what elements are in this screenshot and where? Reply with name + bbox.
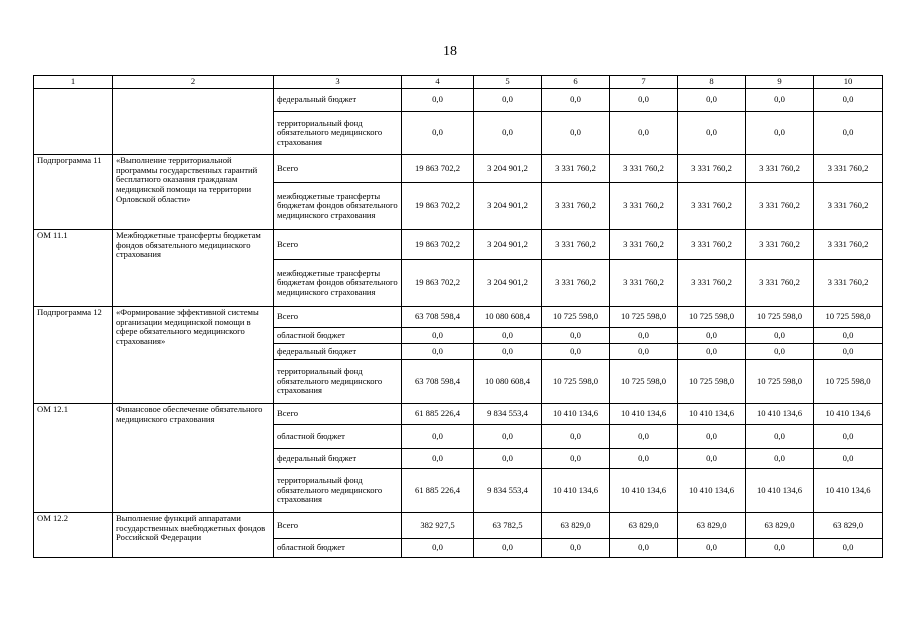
amount-cell: 10 725 598,0 — [678, 307, 746, 328]
program-code: Подпрограмма 11 — [34, 155, 113, 230]
amount-cell: 3 204 901,2 — [474, 230, 542, 260]
amount-cell: 0,0 — [746, 112, 814, 155]
amount-cell: 63 829,0 — [678, 513, 746, 539]
program-code — [34, 89, 113, 155]
amount-cell: 0,0 — [610, 112, 678, 155]
amount-cell: 0,0 — [610, 328, 678, 344]
amount-cell: 3 331 760,2 — [610, 260, 678, 307]
program-description: Межбюджетные трансферты бюджетам фондов обязательного медицинского страхования — [113, 230, 274, 307]
amount-cell: 0,0 — [402, 539, 474, 558]
amount-cell: 0,0 — [610, 89, 678, 112]
amount-cell: 3 331 760,2 — [746, 155, 814, 183]
amount-cell: 0,0 — [746, 539, 814, 558]
amount-cell: 10 410 134,6 — [610, 404, 678, 425]
column-header: 6 — [542, 76, 610, 89]
amount-cell: 0,0 — [610, 449, 678, 469]
amount-cell: 10 725 598,0 — [746, 360, 814, 404]
amount-cell: 10 080 608,4 — [474, 360, 542, 404]
table-row — [34, 230, 883, 260]
column-header: 8 — [678, 76, 746, 89]
amount-cell: 3 331 760,2 — [678, 183, 746, 230]
amount-cell: 10 725 598,0 — [610, 360, 678, 404]
amount-cell: 3 331 760,2 — [814, 260, 883, 307]
funding-source: федеральный бюджет — [274, 344, 402, 360]
program-description — [113, 89, 274, 155]
amount-cell: 0,0 — [542, 425, 610, 449]
column-header: 5 — [474, 76, 542, 89]
amount-cell: 10 410 134,6 — [814, 469, 883, 513]
amount-cell: 0,0 — [542, 344, 610, 360]
amount-cell: 10 410 134,6 — [746, 404, 814, 425]
amount-cell: 10 725 598,0 — [542, 360, 610, 404]
amount-cell: 3 331 760,2 — [610, 230, 678, 260]
amount-cell: 0,0 — [402, 425, 474, 449]
funding-source: Всего — [274, 307, 402, 328]
amount-cell: 0,0 — [678, 328, 746, 344]
amount-cell: 0,0 — [474, 112, 542, 155]
amount-cell: 63 829,0 — [610, 513, 678, 539]
amount-cell: 3 331 760,2 — [678, 260, 746, 307]
amount-cell: 9 834 553,4 — [474, 404, 542, 425]
amount-cell: 0,0 — [746, 344, 814, 360]
amount-cell: 10 410 134,6 — [746, 469, 814, 513]
amount-cell: 10 410 134,6 — [678, 469, 746, 513]
amount-cell: 10 410 134,6 — [678, 404, 746, 425]
amount-cell: 10 725 598,0 — [610, 307, 678, 328]
program-description: «Формирование эффективной системы организации медицинской помощи в сфере обязательного медицинского страхования» — [113, 307, 274, 404]
amount-cell: 0,0 — [402, 449, 474, 469]
funding-source: Всего — [274, 513, 402, 539]
funding-source: межбюджетные трансферты бюджетам фондов обязательного медицинского страхования — [274, 183, 402, 230]
amount-cell: 3 331 760,2 — [610, 183, 678, 230]
amount-cell: 3 331 760,2 — [746, 260, 814, 307]
amount-cell: 0,0 — [402, 89, 474, 112]
amount-cell: 0,0 — [402, 328, 474, 344]
amount-cell: 3 204 901,2 — [474, 260, 542, 307]
amount-cell: 0,0 — [474, 425, 542, 449]
amount-cell: 0,0 — [814, 449, 883, 469]
amount-cell: 19 863 702,2 — [402, 155, 474, 183]
table-row — [34, 89, 883, 112]
funding-source: Всего — [274, 404, 402, 425]
amount-cell: 3 331 760,2 — [814, 183, 883, 230]
amount-cell: 3 331 760,2 — [746, 230, 814, 260]
amount-cell: 0,0 — [814, 112, 883, 155]
amount-cell: 0,0 — [814, 89, 883, 112]
amount-cell: 3 331 760,2 — [678, 155, 746, 183]
program-description: Финансовое обеспечение обязательного медицинского страхования — [113, 404, 274, 513]
table-row — [34, 404, 883, 425]
amount-cell: 0,0 — [402, 344, 474, 360]
column-header: 10 — [814, 76, 883, 89]
amount-cell: 10 725 598,0 — [542, 307, 610, 328]
amount-cell: 0,0 — [542, 449, 610, 469]
amount-cell: 0,0 — [678, 112, 746, 155]
table-row — [34, 155, 883, 183]
amount-cell: 3 204 901,2 — [474, 155, 542, 183]
amount-cell: 0,0 — [746, 449, 814, 469]
amount-cell: 19 863 702,2 — [402, 260, 474, 307]
funding-source: областной бюджет — [274, 539, 402, 558]
funding-source: межбюджетные трансферты бюджетам фондов обязательного медицинского страхования — [274, 260, 402, 307]
page-number: 18 — [443, 44, 457, 59]
amount-cell: 3 331 760,2 — [814, 230, 883, 260]
amount-cell: 0,0 — [678, 539, 746, 558]
funding-source: территориальный фонд обязательного медицинского страхования — [274, 112, 402, 155]
amount-cell: 0,0 — [678, 425, 746, 449]
table-row — [34, 513, 883, 539]
amount-cell: 10 725 598,0 — [746, 307, 814, 328]
amount-cell: 0,0 — [610, 425, 678, 449]
amount-cell: 0,0 — [474, 344, 542, 360]
amount-cell: 0,0 — [542, 89, 610, 112]
amount-cell: 3 331 760,2 — [746, 183, 814, 230]
program-code: Подпрограмма 12 — [34, 307, 113, 404]
program-description: «Выполнение территориальной программы государственных гарантий бесплатного оказания гражданам медицинской помощи на территории Орловской области» — [113, 155, 274, 230]
amount-cell: 9 834 553,4 — [474, 469, 542, 513]
amount-cell: 3 204 901,2 — [474, 183, 542, 230]
amount-cell: 63 829,0 — [542, 513, 610, 539]
amount-cell: 63 829,0 — [746, 513, 814, 539]
program-code: ОМ 12.1 — [34, 404, 113, 513]
amount-cell: 10 080 608,4 — [474, 307, 542, 328]
amount-cell: 0,0 — [610, 539, 678, 558]
amount-cell: 3 331 760,2 — [542, 230, 610, 260]
budget-table — [33, 75, 883, 558]
column-header: 2 — [113, 76, 274, 89]
amount-cell: 63 782,5 — [474, 513, 542, 539]
funding-source: областной бюджет — [274, 328, 402, 344]
amount-cell: 10 410 134,6 — [542, 469, 610, 513]
amount-cell: 3 331 760,2 — [678, 230, 746, 260]
amount-cell: 10 725 598,0 — [814, 360, 883, 404]
amount-cell: 0,0 — [746, 328, 814, 344]
amount-cell: 63 829,0 — [814, 513, 883, 539]
amount-cell: 63 708 598,4 — [402, 360, 474, 404]
amount-cell: 0,0 — [678, 449, 746, 469]
amount-cell: 3 331 760,2 — [542, 183, 610, 230]
amount-cell: 0,0 — [474, 328, 542, 344]
funding-source: Всего — [274, 155, 402, 183]
program-code: ОМ 12.2 — [34, 513, 113, 558]
amount-cell: 3 331 760,2 — [542, 155, 610, 183]
column-header: 3 — [274, 76, 402, 89]
column-header: 7 — [610, 76, 678, 89]
amount-cell: 0,0 — [678, 344, 746, 360]
amount-cell: 0,0 — [402, 112, 474, 155]
amount-cell: 0,0 — [542, 112, 610, 155]
amount-cell: 19 863 702,2 — [402, 183, 474, 230]
amount-cell: 10 725 598,0 — [814, 307, 883, 328]
program-code: ОМ 11.1 — [34, 230, 113, 307]
funding-source: территориальный фонд обязательного медицинского страхования — [274, 469, 402, 513]
funding-source: областной бюджет — [274, 425, 402, 449]
funding-source: федеральный бюджет — [274, 89, 402, 112]
column-number-row — [34, 76, 883, 89]
amount-cell: 0,0 — [746, 89, 814, 112]
amount-cell: 10 410 134,6 — [814, 404, 883, 425]
funding-source: Всего — [274, 230, 402, 260]
amount-cell: 0,0 — [474, 539, 542, 558]
amount-cell: 10 725 598,0 — [678, 360, 746, 404]
program-description: Выполнение функций аппаратами государственных внебюджетных фондов Российской Федерации — [113, 513, 274, 558]
amount-cell: 0,0 — [814, 328, 883, 344]
column-header: 4 — [402, 76, 474, 89]
amount-cell: 0,0 — [814, 425, 883, 449]
funding-source: федеральный бюджет — [274, 449, 402, 469]
amount-cell: 3 331 760,2 — [542, 260, 610, 307]
amount-cell: 0,0 — [678, 89, 746, 112]
amount-cell: 61 885 226,4 — [402, 404, 474, 425]
amount-cell: 61 885 226,4 — [402, 469, 474, 513]
table-row — [34, 307, 883, 328]
amount-cell: 0,0 — [746, 425, 814, 449]
column-header: 9 — [746, 76, 814, 89]
amount-cell: 3 331 760,2 — [814, 155, 883, 183]
amount-cell: 0,0 — [542, 539, 610, 558]
amount-cell: 10 410 134,6 — [542, 404, 610, 425]
amount-cell: 0,0 — [474, 449, 542, 469]
column-header: 1 — [34, 76, 113, 89]
amount-cell: 0,0 — [814, 539, 883, 558]
amount-cell: 10 410 134,6 — [610, 469, 678, 513]
amount-cell: 382 927,5 — [402, 513, 474, 539]
amount-cell: 63 708 598,4 — [402, 307, 474, 328]
funding-source: территориальный фонд обязательного медицинского страхования — [274, 360, 402, 404]
amount-cell: 0,0 — [610, 344, 678, 360]
amount-cell: 0,0 — [474, 89, 542, 112]
amount-cell: 0,0 — [814, 344, 883, 360]
amount-cell: 19 863 702,2 — [402, 230, 474, 260]
amount-cell: 3 331 760,2 — [610, 155, 678, 183]
amount-cell: 0,0 — [542, 328, 610, 344]
